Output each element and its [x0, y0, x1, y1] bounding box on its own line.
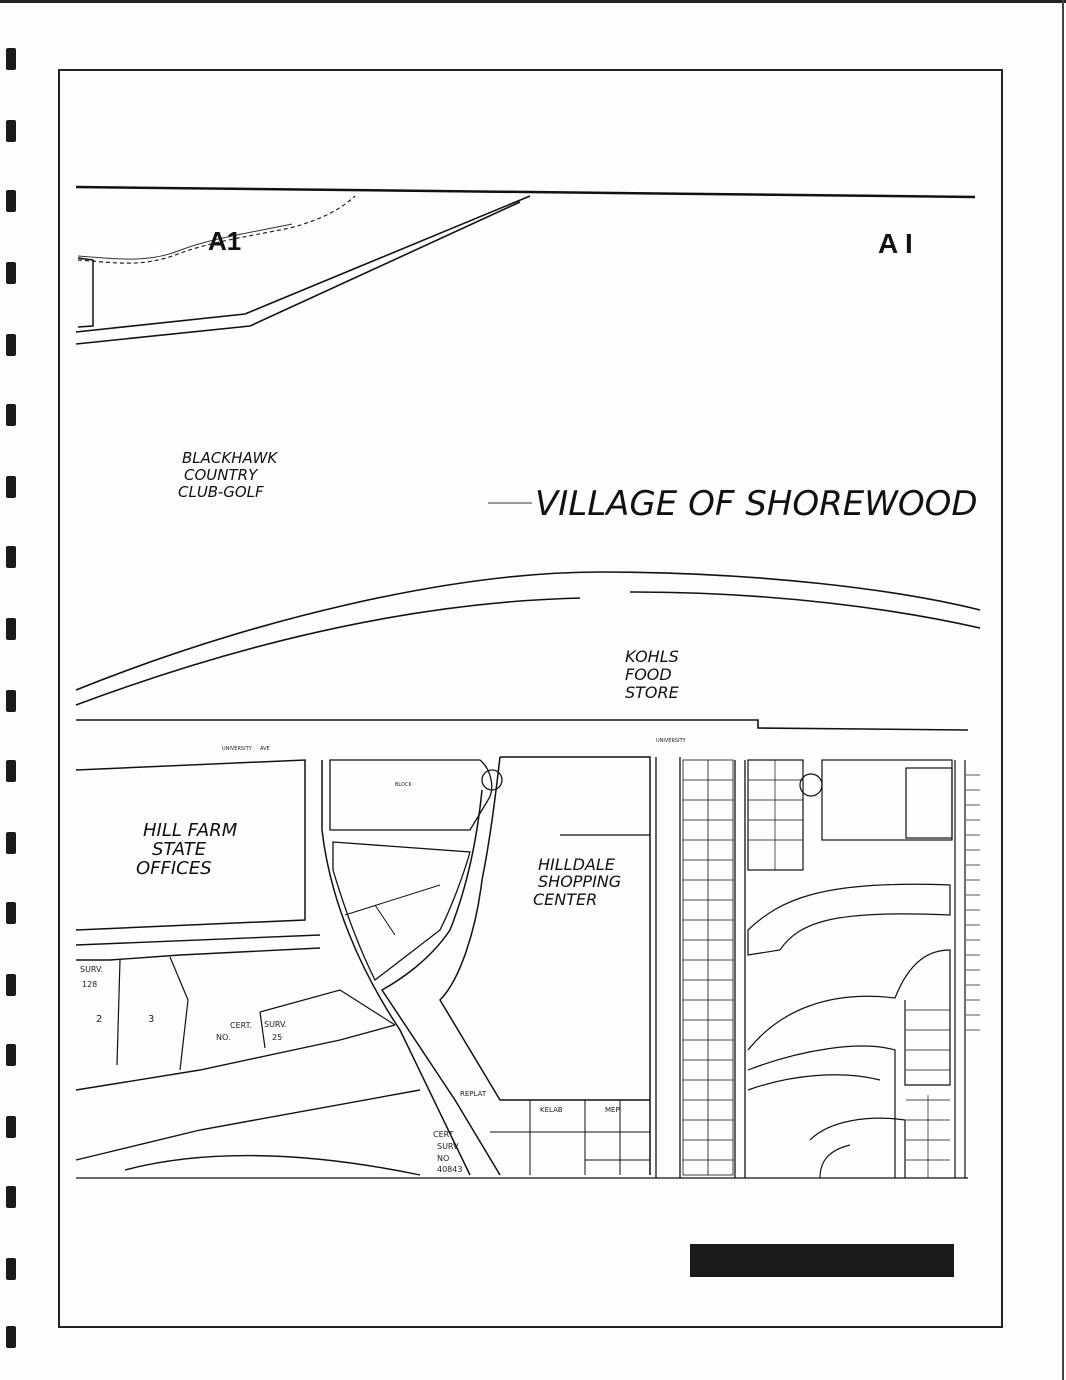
parcel-3-label: 3: [148, 1014, 155, 1025]
small-parcel: [78, 258, 93, 327]
curved-road-east: [382, 790, 500, 1175]
hilldale-label-line3: CENTER: [533, 890, 598, 909]
hilldale-label-line1: HILLDALE: [538, 855, 615, 874]
university-ave-curve-lower: [76, 592, 980, 705]
surv-25-label-line1: SURV.: [264, 1020, 288, 1029]
east-lot-lines: [748, 760, 980, 1178]
street-label-university-east: UNIVERSITY: [656, 738, 686, 744]
surv-128-label-line2: 128: [82, 980, 98, 989]
cert-surv-label-line4: 40843: [437, 1165, 463, 1174]
parcel-line: [117, 960, 120, 1065]
parcel-line: [170, 957, 188, 1070]
south-parcels: [490, 1100, 650, 1175]
parcel-2-label: 2: [96, 1014, 103, 1025]
cert-surv-label-line3: NO: [437, 1154, 450, 1163]
kohls-label-line2: FOOD: [625, 665, 672, 684]
cert-no-label-line1: CERT.: [230, 1021, 253, 1030]
hilldale-label-line2: SHOPPING: [538, 872, 622, 891]
top-boundary-line: [76, 187, 975, 197]
zone-label-a1-left: A1: [208, 226, 242, 256]
cert-surv-label-line2: SURV: [437, 1142, 459, 1151]
replat-label: REPLAT: [460, 1090, 487, 1098]
surv-128-label-line1: SURV.: [80, 965, 104, 974]
parcel-south-line: [76, 1025, 395, 1090]
surv-25-label-line2: 25: [272, 1033, 283, 1042]
kohls-label-line3: STORE: [625, 683, 679, 702]
blackhawk-label-line2: COUNTRY: [184, 466, 258, 484]
kelab-label: KELAB: [540, 1106, 563, 1114]
university-ave-curve-upper: [76, 572, 980, 690]
village-of-shorewood-label: VILLAGE OF SHOREWOOD: [535, 484, 978, 524]
lower-road-lower: [76, 948, 320, 960]
street-label-university: UNIVERSITY: [222, 746, 252, 752]
cert-no-label-line2: NO.: [216, 1033, 231, 1042]
park-road-curve: [125, 1156, 420, 1175]
curved-road-west: [322, 760, 470, 1175]
street-label-ave: AVE: [260, 746, 270, 752]
hill-farm-label-line3: OFFICES: [136, 858, 212, 879]
hill-farm-label-line1: HILL FARM: [143, 820, 238, 841]
kohls-label-line1: KOHLS: [625, 647, 679, 666]
lower-road-upper: [76, 935, 320, 945]
univ-hill-farms-block: [333, 842, 470, 980]
parcel-divider: [345, 885, 440, 915]
block-33-upper: [330, 760, 492, 830]
hill-farm-label-line2: STATE: [152, 839, 207, 860]
parcel-divider: [375, 905, 395, 935]
park-road-line: [76, 1090, 420, 1160]
block-label-upper: BLOCK: [395, 782, 412, 788]
residential-lots-west: [683, 760, 733, 1175]
zone-label-a1-right: A I: [878, 228, 913, 259]
parcel-line: [260, 1012, 265, 1048]
diagonal-road-lower: [76, 202, 520, 344]
mep-label: MEP: [605, 1106, 620, 1114]
diagonal-road-upper: [76, 196, 530, 332]
east-residential: [748, 760, 965, 1178]
redaction-bar: [690, 1244, 954, 1277]
university-ave-line: [76, 720, 968, 730]
blackhawk-label-line3: CLUB-GOLF: [178, 483, 264, 501]
creek-line: [78, 224, 292, 259]
cert-surv-label-line1: CERT: [433, 1130, 454, 1139]
blackhawk-label-line1: BLACKHAWK: [182, 449, 278, 467]
